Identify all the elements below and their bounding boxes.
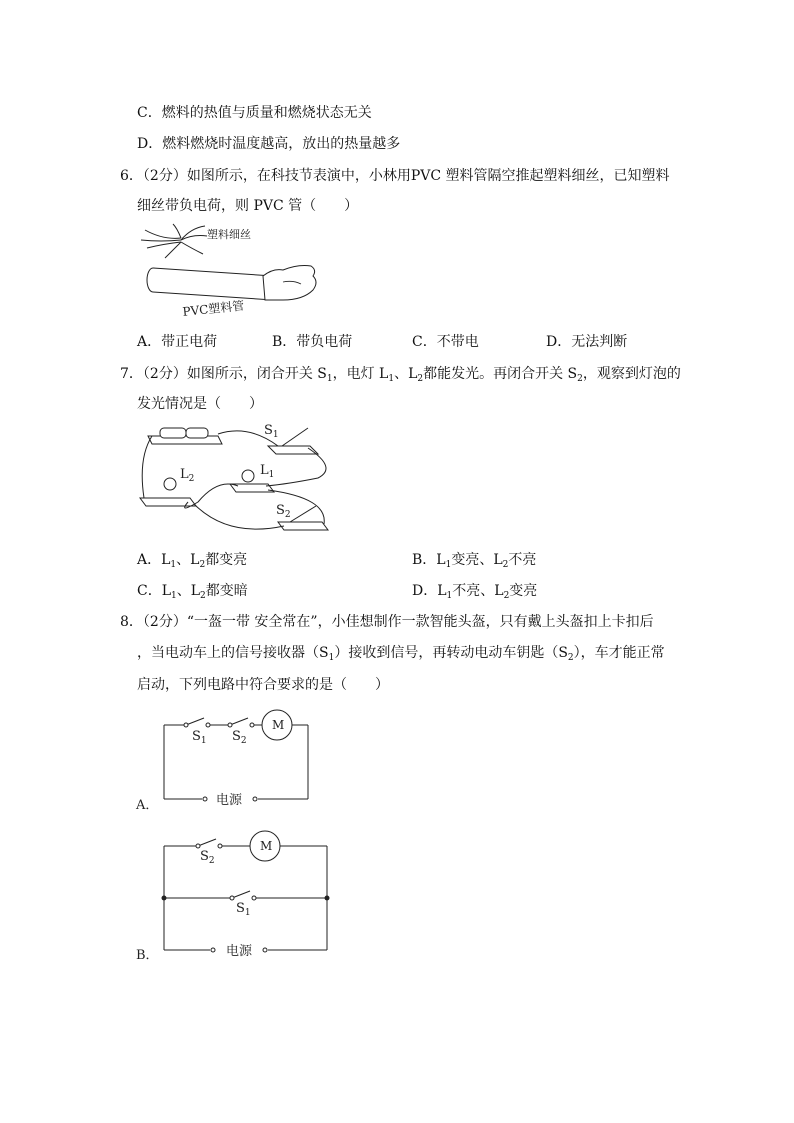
q7-stem-line2: 发光情况是（ ） xyxy=(137,396,263,412)
q6-option-d: D．无法判断 xyxy=(546,334,628,350)
q7-stem-line1: 7．（2分）如图所示，闭合开关 $S_1$，电灯 $L_1$、$L_2$都能发光。再闭合开关 $S_2$，观察到灯泡的 xyxy=(120,366,681,384)
lamp-l2-bulb-icon xyxy=(164,478,176,490)
q6-option-c: C．不带电 xyxy=(412,334,479,350)
q7-option-c: C．$L_1$、$L_2$都变暗 xyxy=(137,583,248,601)
q8-stem-line1: 8．（2分）“一盔一带 安全常在”，小佳想制作一款智能头盔，只有戴上头盔扣上卡扣后 xyxy=(120,614,654,630)
switch-s1 xyxy=(232,891,250,898)
option-label-b: B． xyxy=(136,948,159,963)
label-s2: $S_2$ xyxy=(276,503,291,520)
switch-s2 xyxy=(198,839,216,846)
q6-option-a: A．带正电荷 xyxy=(137,334,218,350)
q6-figure xyxy=(133,220,333,320)
tube-label: PVC塑料管 xyxy=(181,298,245,319)
label-s2: $S_2$ xyxy=(232,729,247,746)
source-terminal-right xyxy=(263,948,267,952)
switch-s2 xyxy=(230,718,248,725)
q7-option-a: A．$L_1$、$L_2$都变亮 xyxy=(137,552,248,570)
label-s2: $S_2$ xyxy=(200,849,215,866)
switch-s2-lever xyxy=(290,506,316,522)
q6-option-b: B．带负电荷 xyxy=(272,334,353,350)
motor-label: M xyxy=(260,839,273,853)
source-label: 电源 xyxy=(216,793,243,808)
label-s1: $S_1$ xyxy=(236,901,251,918)
label-l2: $L_2$ xyxy=(180,467,195,484)
source-terminal-right xyxy=(253,797,257,801)
plastic-strands xyxy=(141,224,207,258)
label-l1: $L_1$ xyxy=(260,463,275,480)
option-label-a: A． xyxy=(136,798,159,813)
q8-circuit-a xyxy=(132,708,322,818)
battery-cell-2 xyxy=(186,428,208,438)
battery-cell-1 xyxy=(160,428,186,438)
strands-label: 塑料细丝 xyxy=(207,228,251,241)
q6-stem-line1: 6．（2分）如图所示，在科技节表演中，小林用PVC 塑料管隔空推起塑料细丝，已知塑料 xyxy=(120,168,670,184)
label-s1: $S_1$ xyxy=(192,729,207,746)
switch-s1-lever xyxy=(282,428,308,446)
q8-stem-line3: 启动，下列电路中符合要求的是（ ） xyxy=(137,677,389,693)
q8-stem-line2: ，当电动车上的信号接收器$(S_1)$接收到信号，再转动电动车钥匙$(S_2)$，车才能正常 xyxy=(137,645,665,663)
q7-circuit-figure xyxy=(138,418,338,538)
q5-option-d: D．燃料燃烧时温度越高，放出的热量越多 xyxy=(137,136,401,152)
q7-option-d: D．$L_1$不亮、$L_2$变亮 xyxy=(412,583,538,601)
motor-label: M xyxy=(272,718,285,732)
source-label: 电源 xyxy=(226,944,253,959)
q6-stem-line2: 细丝带负电荷，则 PVC 管（ ） xyxy=(137,198,359,214)
pvc-tube xyxy=(147,268,273,300)
q8-circuit-b xyxy=(132,828,342,966)
junction-left xyxy=(162,896,167,901)
source-terminal-left xyxy=(211,948,215,952)
junction-right xyxy=(325,896,330,901)
lamp-l1-bulb-icon xyxy=(242,470,254,482)
switch-s1 xyxy=(186,718,204,725)
switch-s2-board xyxy=(278,522,328,530)
hand-icon xyxy=(263,266,316,301)
q5-option-c: C．燃料的热值与质量和燃烧状态无关 xyxy=(137,105,372,121)
source-terminal-left xyxy=(203,797,207,801)
label-s1: $S_1$ xyxy=(264,423,279,440)
q7-option-b: B．$L_1$变亮、$L_2$不亮 xyxy=(412,552,537,570)
